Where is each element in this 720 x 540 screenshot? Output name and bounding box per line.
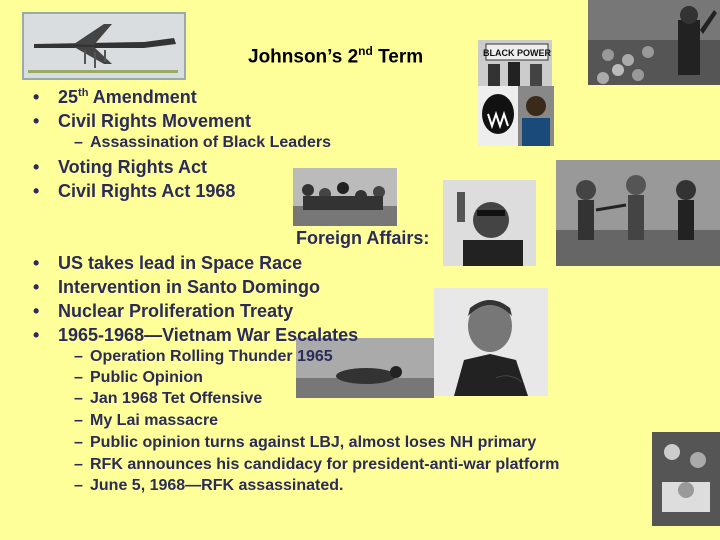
assassination-image <box>652 432 720 526</box>
soldier-image <box>296 338 434 398</box>
bullet-civil-rights-act-1968: • Civil Rights Act 1968 <box>33 181 236 201</box>
foreign-affairs-heading: Foreign Affairs: <box>296 228 430 248</box>
slide-title: Johnson’s 2nd Term <box>248 44 424 68</box>
mlk-image <box>588 0 720 85</box>
sub-my-lai: – My Lai massacre <box>74 412 219 429</box>
photo-vietnam-soldier <box>296 338 434 398</box>
photo-bomber <box>22 12 186 80</box>
portrait-image <box>518 86 554 146</box>
photo-voting-march <box>293 168 397 226</box>
photo-rfk-portrait <box>434 288 548 396</box>
black-power-image <box>478 40 552 86</box>
photo-panther-poster <box>478 86 518 146</box>
bomber-image <box>24 14 184 78</box>
bullet-vietnam-escalates: • 1965-1968—Vietnam War Escalates <box>33 325 359 345</box>
bullet-santo-domingo: • Intervention in Santo Domingo <box>33 277 320 297</box>
black-power-sign: BLACK POWER <box>483 48 551 58</box>
sub-rfk-candidacy: – RFK announces his candidacy for president-anti-war platform <box>74 456 560 473</box>
photo-vietnam-protest <box>556 160 720 266</box>
march-image <box>293 168 397 226</box>
photo-mlk-speech <box>588 0 720 85</box>
photo-rfk-assassination <box>652 432 720 526</box>
rfk-image <box>434 288 548 396</box>
bullet-voting-rights-act: • Voting Rights Act <box>33 157 207 177</box>
sub-opinion-against-lbj: – Public opinion turns against LBJ, almost loses NH primary <box>74 434 537 451</box>
malcolm-image <box>443 180 536 266</box>
bullet-nuclear-treaty: • Nuclear Proliferation Treaty <box>33 301 294 321</box>
sub-tet-offensive: – Jan 1968 Tet Offensive <box>74 390 263 407</box>
photo-malcolm-x <box>443 180 536 266</box>
sub-assassination-leaders: – Assassination of Black Leaders <box>74 134 331 151</box>
photo-black-power <box>478 40 552 86</box>
sub-rolling-thunder: – Operation Rolling Thunder 1965 <box>74 348 333 365</box>
protest-image <box>556 160 720 266</box>
bullet-civil-rights-movement: • Civil Rights Movement <box>33 111 252 131</box>
photo-portrait-leader <box>518 86 554 146</box>
sub-rfk-assassinated: – June 5, 1968—RFK assassinated. <box>74 477 344 494</box>
bullet-space-race: • US takes lead in Space Race <box>33 253 303 273</box>
bullet-25th-amendment: • 25th Amendment <box>33 87 197 107</box>
panther-image <box>478 86 518 146</box>
sub-public-opinion: – Public Opinion <box>74 369 203 386</box>
